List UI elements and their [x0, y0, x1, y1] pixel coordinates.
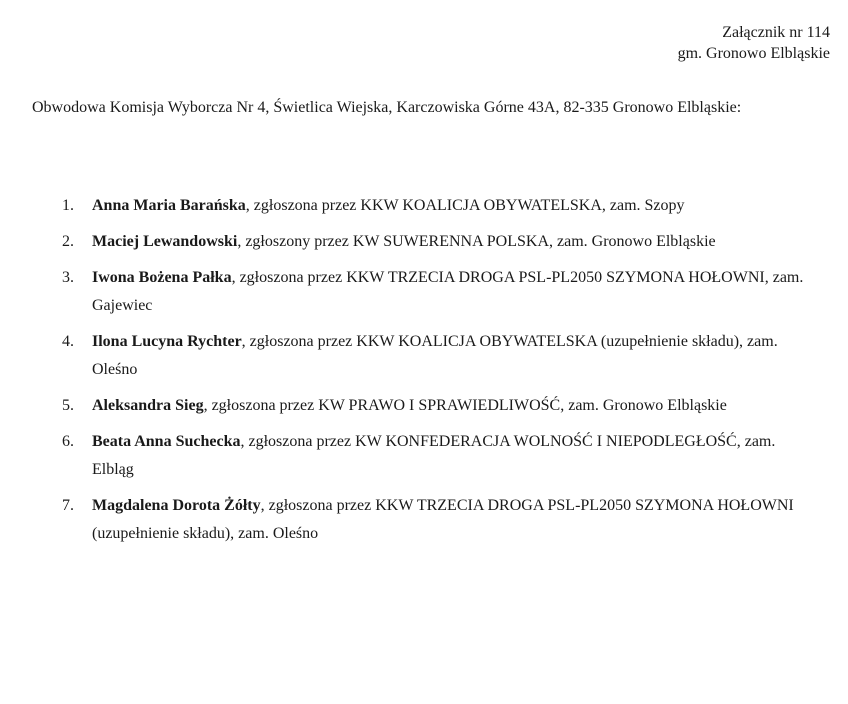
member-details: , zgłoszony przez KW SUWERENNA POLSKA, zam. Gronowo Elbląskie: [237, 233, 716, 250]
committee-title: Obwodowa Komisja Wyborcza Nr 4, Świetlica Wiejska, Karczowiska Górne 43A, 82-335 Gronowo Elbląskie:: [32, 99, 742, 116]
member-name: Ilona Lucyna Rychter: [92, 333, 242, 350]
member-name: Aleksandra Sieg: [92, 397, 204, 414]
item-number: 3.: [62, 269, 74, 286]
item-number: 2.: [62, 233, 74, 250]
member-list: [0, 192, 848, 556]
item-number: 7.: [62, 497, 74, 514]
member-details: , zgłoszona przez KKW KOALICJA OBYWATELSKA, zam. Szopy: [245, 197, 685, 214]
attachment-number: Załącznik nr 114: [722, 24, 830, 41]
municipality-name: gm. Gronowo Elbląskie: [677, 45, 830, 62]
document-header: [678, 22, 830, 64]
member-name: Anna Maria Barańska: [92, 197, 246, 214]
item-number: 1.: [62, 197, 74, 214]
list-item: [0, 392, 848, 420]
list-item: [0, 328, 848, 384]
member-name: Iwona Bożena Pałka: [92, 269, 232, 286]
list-item: [0, 492, 848, 548]
member-details: , zgłoszona przez KW KONFEDERACJA WOLNOŚĆ I NIEPODLEGŁOŚĆ, zam. Elbląg: [92, 433, 776, 478]
member-details: , zgłoszona przez KKW KOALICJA OBYWATELSKA (uzupełnienie składu), zam. Oleśno: [92, 333, 778, 378]
list-item: [0, 228, 848, 256]
member-details: , zgłoszona przez KKW TRZECIA DROGA PSL-PL2050 SZYMONA HOŁOWNI, zam. Gajewiec: [92, 269, 804, 314]
member-details: , zgłoszona przez KW PRAWO I SPRAWIEDLIWOŚĆ, zam. Gronowo Elbląskie: [203, 397, 727, 414]
member-details: , zgłoszona przez KKW TRZECIA DROGA PSL-PL2050 SZYMONA HOŁOWNI (uzupełnienie składu), zam. Oleśno: [92, 497, 794, 542]
list-item: [0, 264, 848, 320]
member-name: Maciej Lewandowski: [92, 233, 238, 250]
item-number: 4.: [62, 333, 74, 350]
member-name: Magdalena Dorota Żółty: [92, 497, 261, 514]
list-item: [0, 192, 848, 220]
item-number: 6.: [62, 433, 74, 450]
member-name: Beata Anna Suchecka: [92, 433, 241, 450]
item-number: 5.: [62, 397, 74, 414]
list-item: [0, 428, 848, 484]
